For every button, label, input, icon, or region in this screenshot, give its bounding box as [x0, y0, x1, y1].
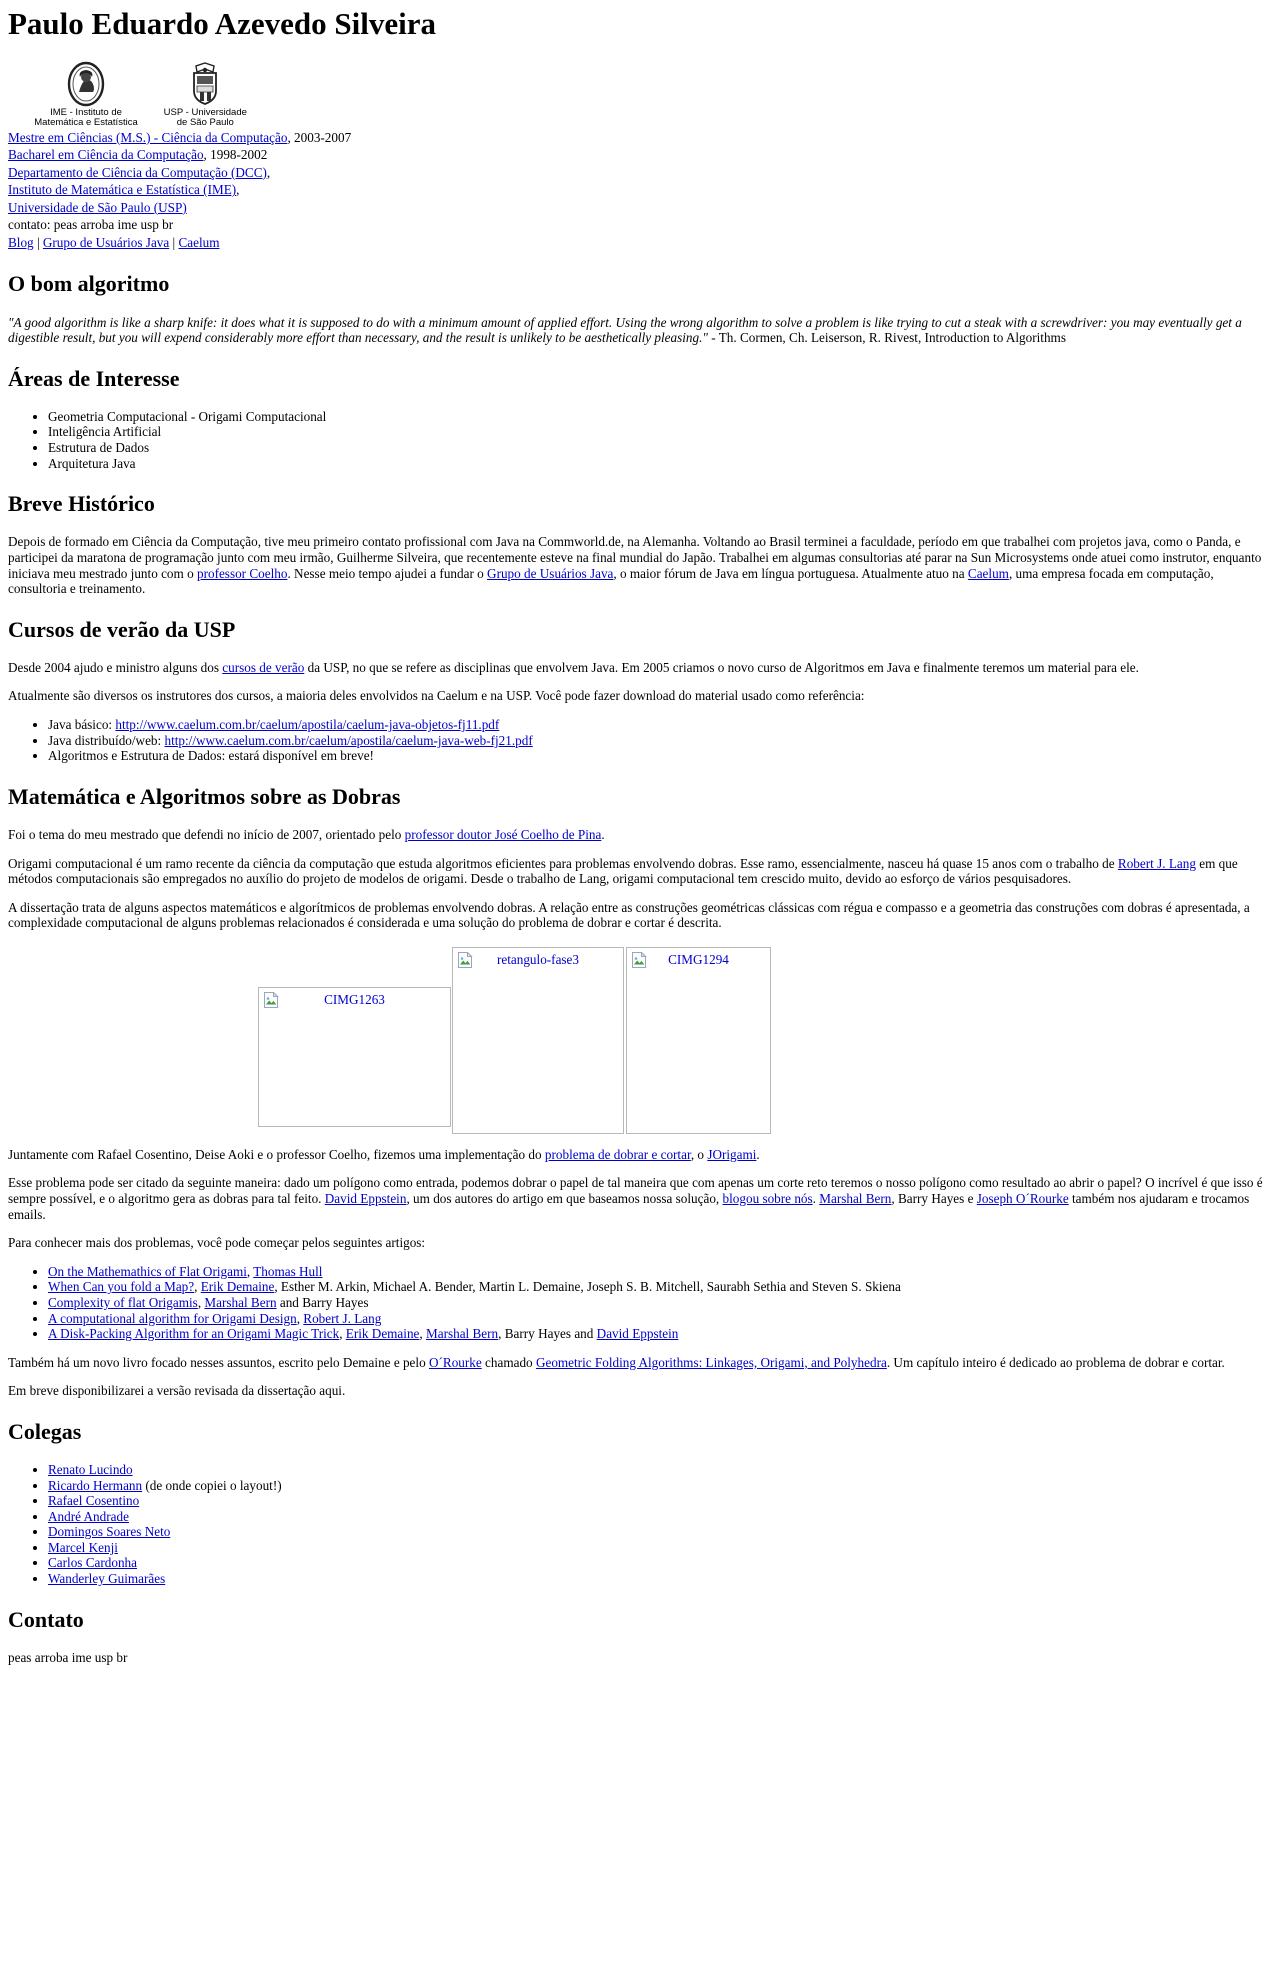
credential-tail-ime: ,	[236, 182, 240, 198]
list-item: • Estrutura de Dados	[48, 440, 1272, 456]
cursos-paragraph-1	[8, 660, 1272, 676]
link-professor-jose-coelho-de-pina[interactable]: professor doutor José Coelho de Pina	[404, 826, 602, 842]
list-item: • Arquitetura Java	[48, 456, 1272, 472]
text-fragment: Também há um novo livro focado nesses assuntos, escrito pelo Demaine e pelo	[8, 1354, 429, 1370]
broken-image-alt: CIMG1294	[668, 951, 729, 967]
origami-figure-row	[8, 947, 1272, 1137]
text-fragment: ,	[339, 1326, 346, 1342]
list-item: • Geometria Computacional - Origami Computacional	[48, 409, 1272, 425]
list-item	[48, 733, 1272, 749]
link-marshal-bern[interactable]: Marshal Bern	[819, 1191, 892, 1207]
areas-list	[8, 409, 1272, 471]
dobras-paragraph-3: A dissertação trata de alguns aspectos matemáticos e algorítmicos de problemas envolvendo dobras. A relação entre as construções geométricas clássicas com régua e compasso e a geometria das construções com dobras é apresentada, a complexidade computacional de alguns problemas relacionados é considerada e uma solução do problema de dobrar e cortar é descrita.	[8, 899, 1250, 931]
credential-line	[8, 164, 1272, 182]
quote-attribution: - Th. Cormen, Ch. Leiserson, R. Rivest, Introduction to Algorithms	[707, 330, 1066, 346]
link-geometric-folding-algorithms[interactable]: Geometric Folding Algorithms: Linkages, Origami, and Polyhedra	[535, 1354, 887, 1370]
text-fragment: Depois de formado em Ciência da Computação, tive meu primeiro contato profissional com Java na Commworld.de, na Alemanha. Voltando ao Brasil terminei a faculdade, período em que trabalhei com projetos java, como o Panda, e participei da maratona de programação junto com meu irmão, Guilherme Silveira, que recentemente esteve na final mundial do Japão. Trabalhei em algumas consultorias até parar na Sun Microsystems onde atuei como instrutor, enquanto iniciava meu mestrado junto com o	[8, 534, 1262, 581]
text-fragment: .	[601, 826, 605, 842]
credential-tail-dcc: ,	[266, 164, 271, 180]
ime-logo-block	[34, 61, 138, 130]
dobras-paragraph-7	[8, 1355, 1272, 1371]
list-item	[48, 1478, 1272, 1494]
credential-link-usp[interactable]: Universidade de São Paulo (USP)	[8, 199, 187, 215]
list-item	[48, 717, 1272, 733]
list-item	[48, 1524, 1272, 1540]
text-fragment: ,	[194, 1279, 201, 1295]
link-jorigami[interactable]: JOrigami	[707, 1146, 757, 1162]
nav-link-blog[interactable]: Blog	[8, 234, 34, 250]
text-fragment: ,	[246, 1263, 254, 1279]
download-label: Java básico:	[48, 717, 116, 733]
credential-link-bachelor[interactable]: Bacharel em Ciência da Computação	[8, 147, 204, 163]
after-figures	[8, 1147, 1272, 1399]
colega-link-domingos-soares-neto[interactable]: Domingos Soares Neto	[48, 1524, 171, 1540]
quote-text: "A good algorithm is like a sharp knife: it does what it is supposed to do with a minimum amount of applied effort. Using the wrong algorithm to solve a problem is like trying to cut a steak with a screwdriver: you may eventually get a digestible result, but you will expend considerably more effort than necessary, and the result is unlikely to be aesthetically pleasing."	[8, 314, 1242, 346]
article-link-complexity-flat-origamis[interactable]: Complexity of flat Origamis	[48, 1294, 198, 1310]
download-label: Algoritmos e Estrutura de Dados: estará disponível em breve!	[48, 748, 374, 764]
colega-link-rafael-cosentino[interactable]: Rafael Cosentino	[48, 1493, 140, 1509]
heading-breve-historico: Breve Histórico	[8, 491, 155, 517]
nav-separator: |	[169, 234, 179, 250]
link-david-eppstein[interactable]: David Eppstein	[324, 1191, 407, 1207]
link-blogou-sobre-nos[interactable]: blogou sobre nós	[722, 1191, 813, 1207]
text-fragment: , Esther M. Arkin, Michael A. Bender, Martin L. Demaine, Joseph S. B. Mitchell, Saurabh Sethia and Steven S. Skiena	[274, 1279, 901, 1295]
link-cursos-de-verao[interactable]: cursos de verão	[222, 659, 305, 675]
ime-logo-line1: IME - Instituto de	[50, 106, 122, 118]
broken-image-alt: CIMG1263	[324, 991, 385, 1007]
list-item	[48, 1462, 1272, 1478]
author-link-robert-j-lang[interactable]: Robert J. Lang	[303, 1310, 382, 1326]
list-item	[48, 1555, 1272, 1571]
heading-contato: Contato	[8, 1606, 84, 1632]
list-item	[48, 1311, 1272, 1327]
list-item: • Inteligência Artificial	[48, 424, 1272, 440]
credential-line	[8, 181, 1272, 199]
article-link-origami-design-algorithm[interactable]: A computational algorithm for Origami Design	[48, 1310, 297, 1326]
list-item	[48, 1540, 1272, 1556]
download-link-fj11[interactable]: http://www.caelum.com.br/caelum/apostila/caelum-java-objetos-fj11.pdf	[115, 717, 500, 733]
text-fragment: ,	[296, 1310, 304, 1326]
text-fragment: (de onde copiei o layout!)	[142, 1477, 282, 1493]
text-fragment: ,	[197, 1294, 205, 1310]
colega-link-renato-lucindo[interactable]: Renato Lucindo	[48, 1462, 133, 1477]
link-professor-coelho[interactable]: professor Coelho	[196, 565, 288, 581]
text-fragment: and Barry Hayes	[276, 1294, 369, 1310]
colega-link-ricardo-hermann[interactable]: Ricardo Hermann	[48, 1477, 143, 1493]
credential-line	[8, 129, 1272, 147]
text-fragment: da USP, no que se refere as disciplinas que envolvem Java. Em 2005 criamos o novo curso de Algoritmos em Java e finalmente teremos um material para ele.	[304, 659, 1139, 675]
list-item	[48, 1295, 1272, 1311]
download-label: Java distribuído/web:	[48, 732, 165, 748]
credentials-block	[8, 129, 1272, 252]
text-fragment: , Barry Hayes e	[891, 1191, 977, 1207]
contact-line: contato: peas arroba ime usp br	[8, 217, 174, 233]
list-item	[48, 1493, 1272, 1509]
ime-logo-line2: Matemática e Estatística	[34, 117, 138, 129]
page-title: Paulo Eduardo Azevedo Silveira	[8, 6, 436, 41]
text-fragment: Desde 2004 ajudo e ministro alguns dos	[8, 659, 223, 675]
author-link-david-eppstein[interactable]: David Eppstein	[596, 1326, 679, 1342]
credential-line	[8, 199, 1272, 217]
link-caelum[interactable]: Caelum	[967, 565, 1009, 581]
text-fragment: , o maior fórum de Java em língua portuguesa. Atualmente atuo na	[613, 565, 968, 581]
ime-seal-icon	[34, 61, 138, 107]
author-link-erik-demaine[interactable]: Erik Demaine	[200, 1279, 275, 1295]
colega-link-marcel-kenji[interactable]: Marcel Kenji	[48, 1539, 118, 1555]
credential-line	[8, 146, 1272, 164]
author-link-marshal-bern[interactable]: Marshal Bern	[426, 1326, 499, 1342]
heading-cursos-de-verao: Cursos de verão da USP	[8, 616, 236, 642]
cursos-paragraph-2: Atualmente são diversos os instrutores dos cursos, a maioria deles envolvidos na Caelum e na USP. Você pode fazer download do material usado como referência:	[8, 688, 865, 704]
text-fragment: , um dos autores do artigo em que baseamos nossa solução,	[406, 1191, 723, 1207]
nav-links	[8, 234, 1272, 252]
text-fragment: Juntamente com Rafael Cosentino, Deise Aoki e o professor Coelho, fizemos uma implementação do	[8, 1146, 545, 1162]
article-link-fold-a-map[interactable]: When Can you fold a Map?	[48, 1279, 195, 1295]
author-link-marshal-bern[interactable]: Marshal Bern	[204, 1294, 277, 1310]
list-item	[48, 1571, 1272, 1587]
dobras-paragraph-6: Para conhecer mais dos problemas, você pode começar pelos seguintes artigos:	[8, 1235, 426, 1251]
credential-tail-bachelor: , 1998-2002	[203, 147, 268, 163]
broken-image-cimg1263[interactable]	[258, 987, 451, 1127]
articles-list	[8, 1264, 1272, 1342]
list-item	[48, 1279, 1272, 1295]
text-fragment: em que métodos computacionais são empregados no auxílio do projeto de modelos de origami. Desde o trabalho de Lang, origami computacional tem crescido muito, devido ao esforço de vários pesquisadores.	[8, 855, 1238, 887]
broken-image-alt: retangulo-fase3	[496, 951, 580, 967]
dobras-paragraph-5	[8, 1175, 1272, 1222]
list-item	[48, 748, 1272, 764]
text-fragment: .	[756, 1146, 760, 1162]
usp-logo-line1: USP - Universidade	[163, 106, 247, 118]
article-link-flat-origami-math[interactable]: On the Mathemathics of Flat Origami	[48, 1263, 247, 1279]
link-grupo-usuarios-java[interactable]: Grupo de Usuários Java	[487, 565, 614, 581]
heading-areas-de-interesse: Áreas de Interesse	[8, 365, 180, 391]
text-fragment: também nos ajudaram e trocamos emails.	[8, 1191, 1250, 1222]
text-fragment: , o	[690, 1146, 708, 1162]
broken-image-retangulo-fase3[interactable]	[452, 947, 624, 1134]
heading-o-bom-algoritmo: O bom algoritmo	[8, 271, 170, 297]
usp-crest-icon	[153, 61, 257, 107]
credential-link-dcc[interactable]: Departamento de Ciência da Computação (DCC)	[8, 164, 267, 180]
heading-colegas: Colegas	[8, 1418, 82, 1444]
downloads-list	[8, 717, 1272, 764]
text-fragment: ,	[419, 1326, 426, 1342]
list-item	[48, 1264, 1272, 1280]
dobras-paragraph-8: Em breve disponibilizarei a versão revisada da dissertação aqui.	[8, 1383, 346, 1399]
text-fragment: . Nesse meio tempo ajudei a fundar o	[287, 565, 488, 581]
download-link-fj21[interactable]: http://www.caelum.com.br/caelum/apostila/caelum-java-web-fj21.pdf	[164, 732, 533, 748]
dobras-paragraph-2	[8, 856, 1272, 887]
text-fragment: .	[812, 1191, 820, 1207]
institution-logos	[8, 61, 1272, 129]
article-link-disk-packing[interactable]: A Disk-Packing Algorithm for an Origami Magic Trick	[48, 1326, 340, 1342]
list-item	[48, 1326, 1272, 1342]
heading-matematica-dobras: Matemática e Algoritmos sobre as Dobras	[8, 783, 401, 809]
nav-separator: |	[33, 234, 43, 250]
text-fragment: . Um capítulo inteiro é dedicado ao problema de dobrar e cortar.	[886, 1354, 1225, 1370]
colega-link-andre-andrade[interactable]: André Andrade	[48, 1508, 129, 1524]
link-robert-j-lang[interactable]: Robert J. Lang	[1117, 855, 1196, 871]
dobras-paragraph-4	[8, 1147, 1272, 1163]
credential-tail-masters: , 2003-2007	[287, 129, 352, 145]
text-fragment: , uma empresa focada em computação, consultoria e treinamento.	[8, 565, 1214, 597]
dobras-paragraph-1	[8, 827, 1272, 843]
colega-link-carlos-cardonha[interactable]: Carlos Cardonha	[48, 1555, 137, 1571]
text-fragment: Esse problema pode ser citado da seguinte maneira: dado um polígono como entrada, podemos dobrar o papel de tal maneira que com apenas um corte reto teremos o nosso polígono como resultado ao abrir o papel? O incrível é que isso é sempre possível, e o algoritmo gera as dobras para tal feito.	[8, 1175, 1263, 1207]
list-item	[48, 1509, 1272, 1525]
colegas-list	[8, 1462, 1272, 1587]
credential-link-ime[interactable]: Instituto de Matemática e Estatística (IME)	[8, 182, 237, 198]
usp-logo-block	[153, 61, 257, 130]
algorithm-quote	[8, 315, 1272, 346]
colega-link-wanderley-guimaraes[interactable]: Wanderley Guimarães	[48, 1571, 166, 1587]
broken-image-cimg1294[interactable]	[626, 947, 771, 1134]
text-fragment: Origami computacional é um ramo recente da ciência da computação que estuda algoritmos eficientes para problemas envolvendo dobras. Esse ramo, essencialmente, nasceu há quase 15 anos com o trabalho de	[8, 855, 1118, 871]
text-fragment: , Barry Hayes and	[498, 1326, 597, 1342]
usp-logo-line2: de São Paulo	[176, 117, 234, 129]
link-problema-dobrar-cortar[interactable]: problema de dobrar e cortar	[544, 1146, 691, 1162]
contato-text: peas arroba ime usp br	[8, 1649, 128, 1665]
nav-link-grupo-usuarios-java[interactable]: Grupo de Usuários Java	[42, 234, 170, 250]
text-fragment: Foi o tema do meu mestrado que defendi no início de 2007, orientado pelo	[8, 826, 405, 842]
author-link-erik-demaine[interactable]: Erik Demaine	[345, 1326, 420, 1342]
text-fragment: chamado	[481, 1354, 536, 1370]
link-joseph-orourke[interactable]: Joseph O´Rourke	[976, 1191, 1069, 1207]
author-link-thomas-hull[interactable]: Thomas Hull	[253, 1263, 323, 1279]
historico-paragraph	[8, 534, 1272, 596]
link-orourke[interactable]: O´Rourke	[428, 1354, 482, 1370]
credential-link-masters[interactable]: Mestre em Ciências (M.S.) - Ciência da Computação	[8, 129, 288, 145]
nav-link-caelum[interactable]: Caelum	[178, 234, 220, 250]
